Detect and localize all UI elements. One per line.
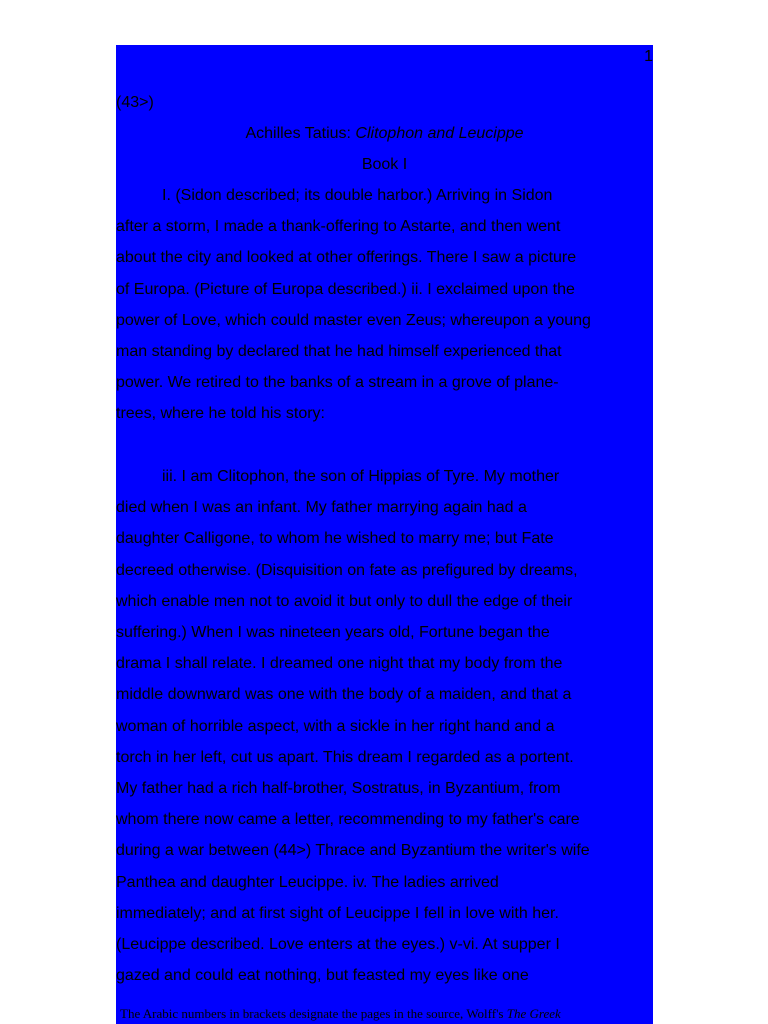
footnote: [120, 1006, 561, 1022]
text-line: woman of horrible aspect, with a sickle in her right hand and a: [116, 717, 555, 735]
text-line: My father had a rich half-brother, Sostratus, in Byzantium, from: [116, 780, 561, 797]
text-line: drama I shall relate. I dreamed one night that my body from the: [116, 655, 563, 673]
document-page: [116, 45, 653, 1024]
text-line: man standing by declared that he had himself experienced that: [116, 343, 562, 360]
text-line: died when I was an infant. My father marrying again had a: [116, 499, 527, 517]
text-line: decreed otherwise. (Disquisition on fate as prefigured by dreams,: [116, 561, 578, 579]
text-line: during a war between (44>) Thrace and Byzantium the writer's wife: [116, 842, 590, 860]
footnote-italic: The Greek: [506, 1006, 561, 1021]
footnote-text: The Arabic numbers in brackets designate the pages in the source, Wolff's: [120, 1006, 507, 1021]
text-line: trees, where he told his story:: [116, 405, 325, 423]
text-line: whom there now came a letter, recommending to my father's care: [116, 811, 580, 829]
title-author: Achilles Tatius:: [245, 125, 356, 142]
text-line: middle downward was one with the body of a maiden, and that a: [116, 686, 572, 704]
text-line: I. (Sidon described; its double harbor.) Arriving in Sidon: [162, 187, 553, 204]
text-line: of Europa. (Picture of Europa described.) ii. I exclaimed upon the: [116, 280, 575, 298]
text-line: which enable men not to avoid it but only to dull the edge of their: [116, 592, 573, 610]
text-line: (Leucippe described. Love enters at the eyes.) v-vi. At supper I: [116, 936, 560, 953]
text-line: about the city and looked at other offerings. There I saw a picture: [116, 249, 577, 267]
text-line: gazed and could eat nothing, but feasted my eyes like one: [116, 967, 529, 985]
text-line: after a storm, I made a thank-offering to Astarte, and then went: [116, 218, 561, 236]
book-heading: Book I: [361, 156, 408, 173]
text-line: power. We retired to the banks of a stream in a grove of plane-: [116, 374, 559, 392]
text-line: power of Love, which could master even Zeus; whereupon a young: [116, 311, 591, 329]
text-line: daughter Calligone, to whom he wished to marry me; but Fate: [116, 530, 554, 548]
text-line: iii. I am Clitophon, the son of Hippias of Tyre. My mother: [162, 468, 560, 485]
text-line: suffering.) When I was nineteen years old, Fortune began the: [116, 624, 550, 641]
text-line: immediately; and at first sight of Leucippe I fell in love with her.: [116, 904, 559, 922]
title-line: [116, 124, 653, 144]
title-work: Clitophon and Leucippe: [355, 125, 524, 142]
text-line: torch in her left, cut us apart. This dream I regarded as a portent.: [116, 748, 574, 766]
page-number: 1: [644, 48, 653, 65]
text-line: Panthea and daughter Leucippe. iv. The ladies arrived: [116, 873, 499, 891]
source-page-marker: (43>): [116, 94, 154, 111]
